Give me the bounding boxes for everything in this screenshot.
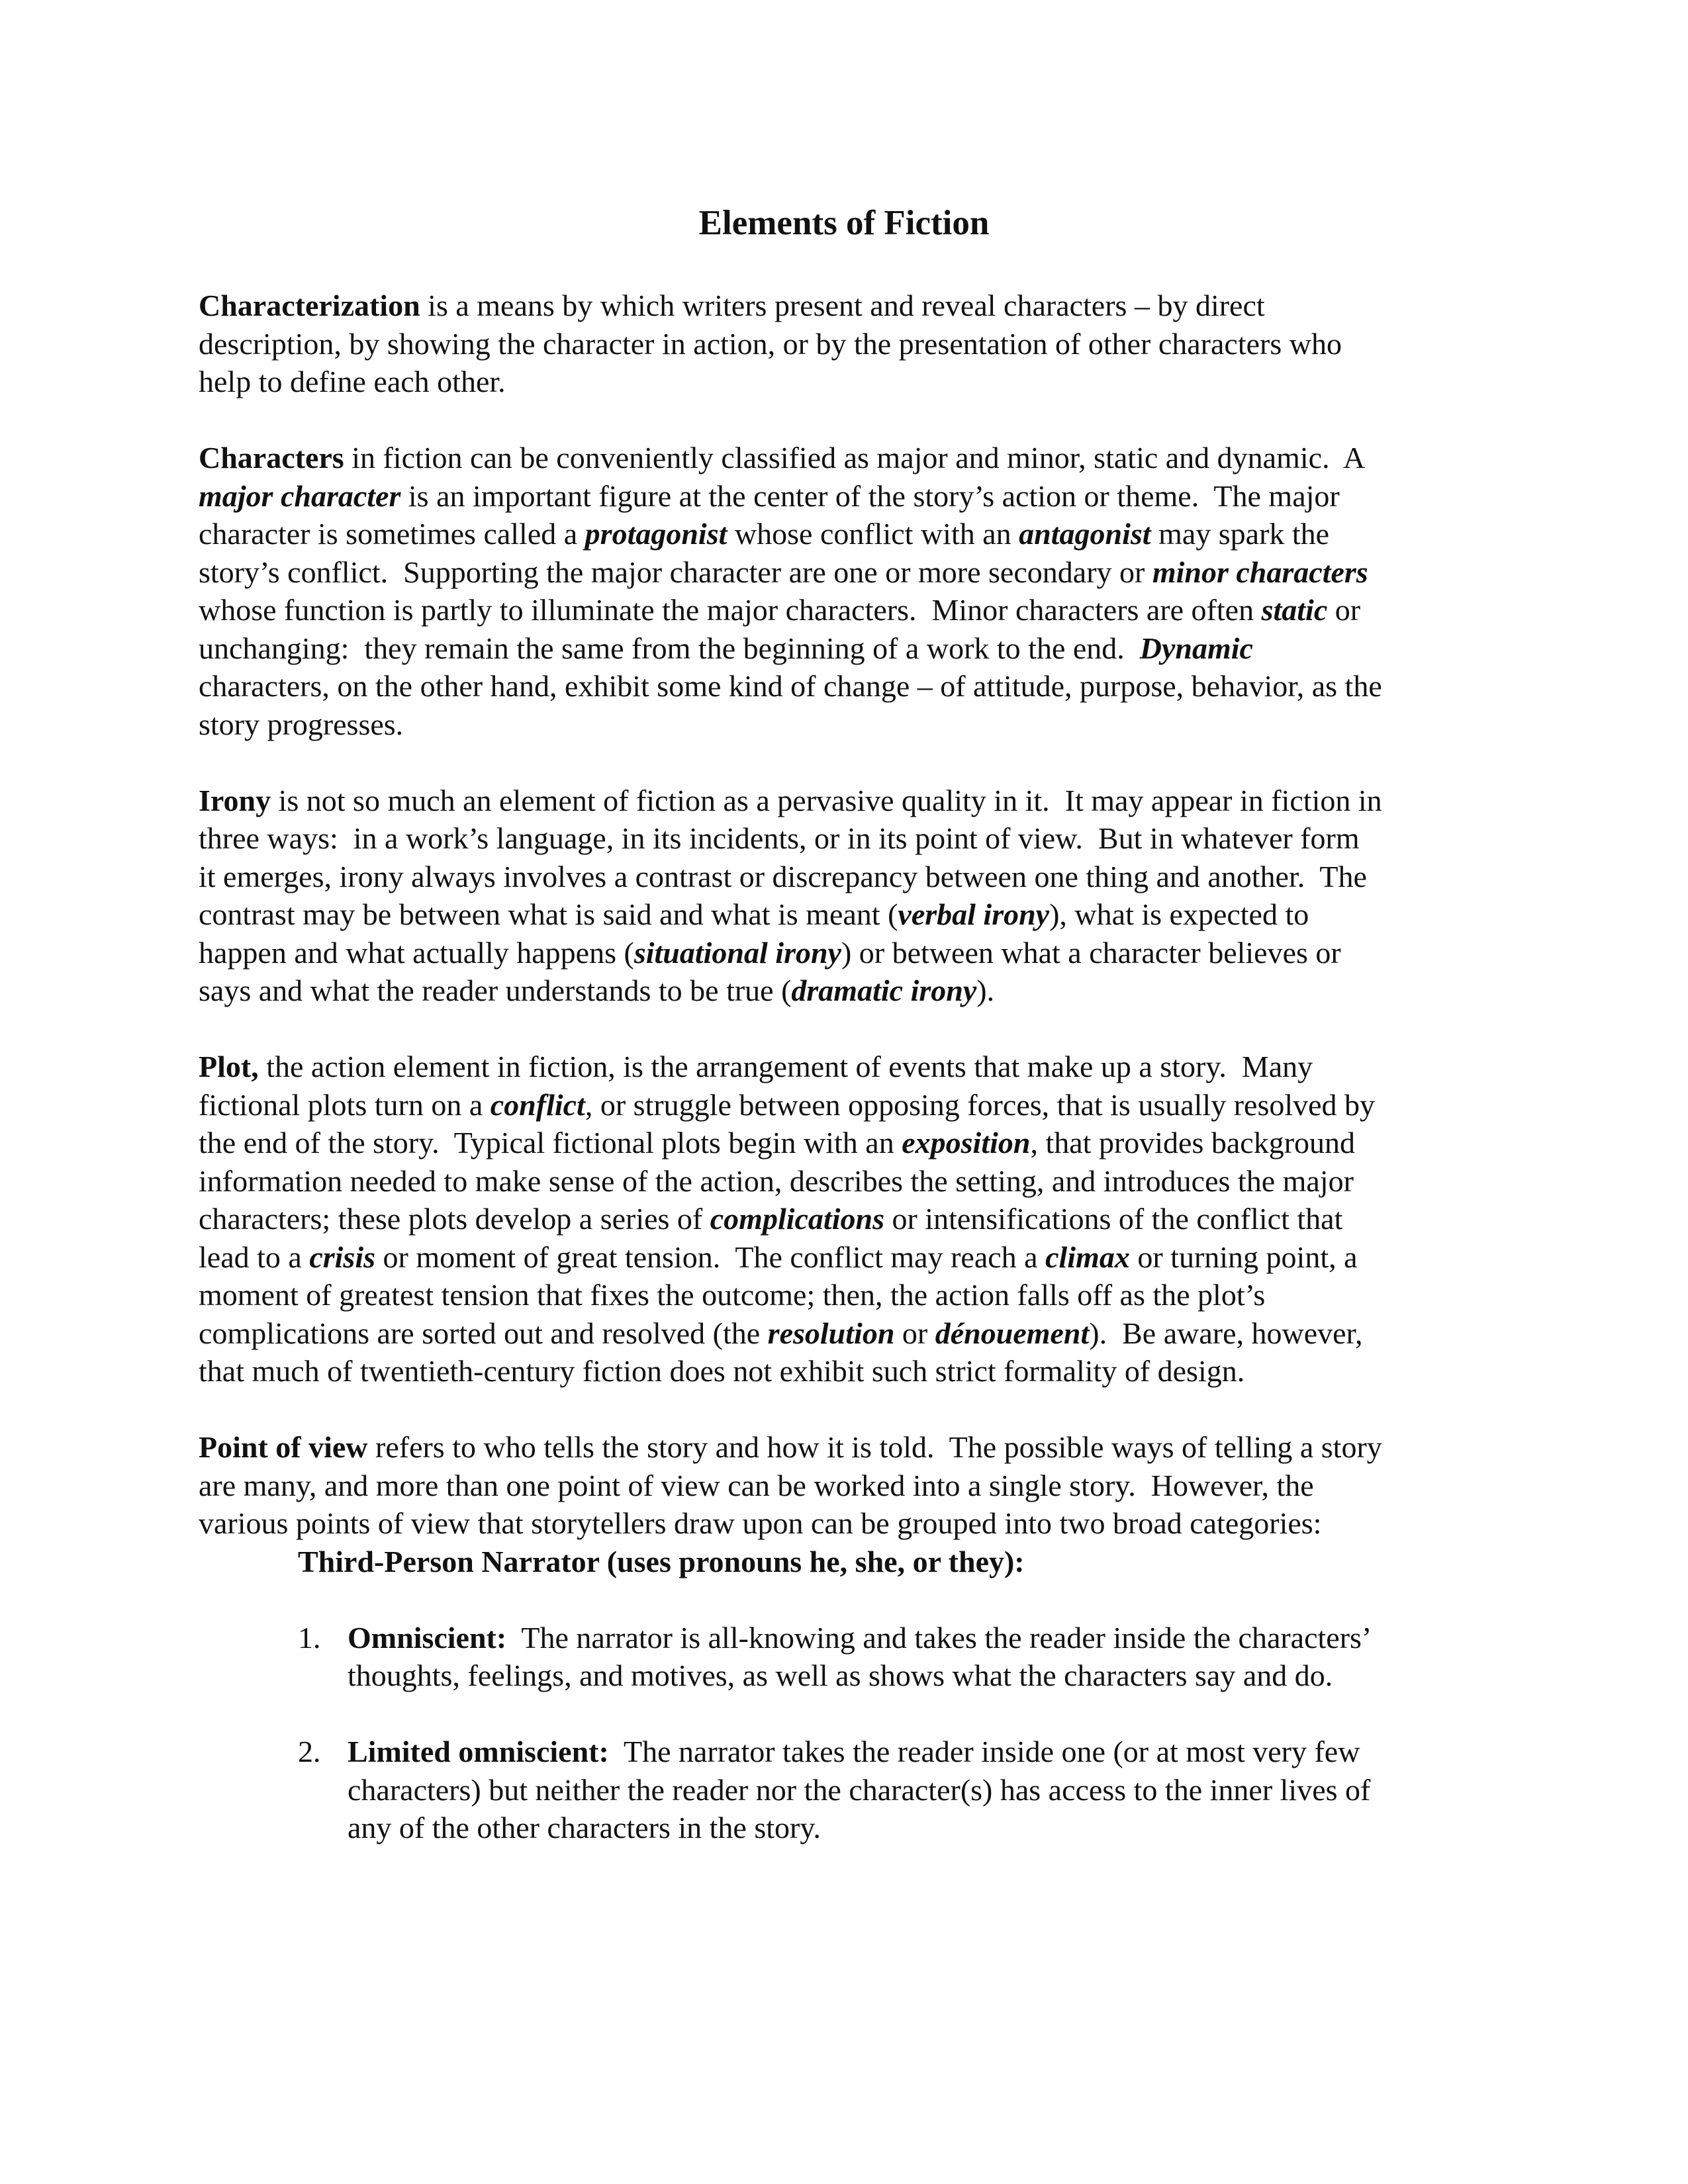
- paragraph: [199, 1428, 1489, 1543]
- emphasized-term: dénouement: [935, 1316, 1090, 1350]
- text-run: is an important figure at the center of the story’s action or theme. The major: [400, 478, 1340, 513]
- text-run: characters) but neither the reader nor the character(s) has access to the inner lives of: [348, 1772, 1371, 1807]
- text-line: [199, 1124, 1489, 1162]
- text-run: or: [1327, 593, 1361, 627]
- emphasized-term: Irony: [199, 783, 271, 817]
- text-line: [199, 667, 1489, 705]
- emphasized-term: Characters: [199, 441, 344, 475]
- text-line: [199, 1276, 1489, 1314]
- text-run: whose conflict with an: [727, 517, 1019, 551]
- text-line: [199, 972, 1489, 1010]
- text-run: the end of the story. Typical fictional plots begin with an: [199, 1126, 902, 1160]
- text-line: [348, 1733, 1489, 1771]
- list-item: [199, 1733, 1489, 1847]
- emphasized-term: situational irony: [633, 935, 841, 970]
- text-run: it emerges, irony always involves a contrast or discrepancy between one thing and another. The: [199, 859, 1367, 893]
- text-line: [199, 895, 1489, 934]
- text-run: various points of view that storytellers draw upon can be grouped into two broad categories:: [199, 1506, 1322, 1540]
- text-run: story progresses.: [199, 707, 404, 741]
- section-subheading: Third-Person Narrator (uses pronouns he, she, or they):: [298, 1544, 1025, 1578]
- text-run: lead to a: [199, 1240, 310, 1274]
- text-run: says and what the reader understands to be true (: [199, 974, 792, 1007]
- text-line: [199, 819, 1489, 858]
- text-line: [199, 1238, 1489, 1277]
- text-run: unchanging: they remain the same from the beginning of a work to the end.: [199, 631, 1140, 665]
- text-line: [199, 1467, 1489, 1505]
- text-run: , that provides background: [1030, 1126, 1356, 1160]
- text-run: help to define each other.: [199, 365, 506, 398]
- emphasized-term: protagonist: [585, 517, 727, 551]
- emphasized-term: resolution: [767, 1316, 895, 1350]
- text-run: ).: [976, 974, 995, 1007]
- text-line: [199, 858, 1489, 896]
- emphasized-term: dramatic irony: [791, 974, 977, 1007]
- emphasized-term: Plot,: [199, 1050, 259, 1083]
- emphasized-term: crisis: [309, 1240, 375, 1274]
- text-line: [199, 1314, 1489, 1353]
- text-line: [348, 1809, 1489, 1847]
- text-run: that much of twentieth-century fiction does not exhibit such strict formality of design.: [199, 1354, 1245, 1388]
- emphasized-term: Dynamic: [1139, 631, 1253, 665]
- emphasized-term: minor characters: [1152, 555, 1368, 589]
- text-run: The narrator takes the reader inside one (or at most very few: [608, 1735, 1360, 1768]
- emphasized-term: Characterization: [199, 289, 420, 322]
- text-run: ) or between what a character believes or: [841, 935, 1341, 970]
- text-line: [199, 1428, 1489, 1467]
- emphasized-term: static: [1261, 593, 1328, 627]
- text-run: ). Be aware, however,: [1089, 1316, 1363, 1350]
- text-line: [199, 705, 1489, 744]
- text-line: [199, 287, 1489, 325]
- document-body: [199, 287, 1489, 1847]
- text-line: [199, 1200, 1489, 1238]
- paragraph: [199, 782, 1489, 1010]
- text-line: [199, 1352, 1489, 1390]
- text-run: is not so much an element of fiction as a pervasive quality in it. It may appear in fiction in: [271, 783, 1382, 817]
- text-run: character is sometimes called a: [199, 517, 585, 551]
- text-run: any of the other characters in the story.: [348, 1811, 821, 1844]
- emphasized-term: Point of view: [199, 1430, 368, 1464]
- text-line: [348, 1657, 1489, 1695]
- emphasized-term: conflict: [490, 1087, 585, 1122]
- emphasized-term: major character: [199, 478, 401, 513]
- text-run: characters, on the other hand, exhibit some kind of change – of attitude, purpose, behavior, as the: [199, 669, 1382, 703]
- paragraph: [199, 287, 1489, 401]
- page-title: Elements of Fiction: [698, 204, 990, 242]
- text-line: [199, 325, 1489, 363]
- text-run: or: [894, 1316, 935, 1350]
- text-line: [199, 515, 1489, 553]
- emphasized-term: exposition: [902, 1126, 1031, 1160]
- emphasized-term: antagonist: [1019, 517, 1151, 551]
- text-run: story’s conflict. Supporting the major character are one or more secondary or: [199, 555, 1152, 589]
- text-run: or moment of great tension. The conflict may reach a: [375, 1240, 1046, 1274]
- paragraph: [199, 1048, 1489, 1390]
- text-line: [348, 1619, 1489, 1657]
- text-line: [199, 553, 1489, 592]
- text-line: [199, 477, 1489, 516]
- text-run: may spark the: [1150, 517, 1330, 551]
- text-run: is a means by which writers present and reveal characters – by direct: [420, 289, 1265, 322]
- text-run: in fiction can be conveniently classified as major and minor, static and dynamic. A: [344, 441, 1366, 475]
- text-run: complications are sorted out and resolved (the: [199, 1316, 768, 1350]
- text-run: The narrator is all-knowing and takes the reader inside the characters’: [506, 1620, 1372, 1655]
- text-line: [199, 1086, 1489, 1124]
- text-run: three ways: in a work’s language, in its incidents, or in its point of view. But in whatever form: [199, 821, 1360, 855]
- emphasized-term: climax: [1045, 1240, 1130, 1274]
- text-line: [199, 363, 1489, 401]
- text-run: , or struggle between opposing forces, that is usually resolved by: [585, 1087, 1376, 1122]
- text-run: moment of greatest tension that fixes the outcome; then, the action falls off as the plot’s: [199, 1278, 1266, 1312]
- numbered-list: [199, 1619, 1489, 1847]
- text-line: [348, 1771, 1489, 1809]
- text-run: characters; these plots develop a series of: [199, 1202, 710, 1236]
- emphasized-term: verbal irony: [898, 897, 1050, 931]
- text-line: [199, 1048, 1489, 1086]
- text-run: refers to who tells the story and how it is told. The possible ways of telling a story: [367, 1430, 1382, 1464]
- text-run: or intensifications of the conflict that: [884, 1202, 1343, 1236]
- paragraphs: [199, 287, 1489, 1543]
- text-run: information needed to make sense of the action, describes the setting, and introduces the major: [199, 1163, 1354, 1198]
- emphasized-term: Omniscient:: [348, 1620, 507, 1655]
- text-run: the action element in fiction, is the arrangement of events that make up a story. Many: [258, 1050, 1313, 1083]
- text-run: ), what is expected to: [1049, 897, 1309, 931]
- text-line: [199, 591, 1489, 629]
- emphasized-term: Limited omniscient:: [348, 1735, 609, 1768]
- text-run: thoughts, feelings, and motives, as well as shows what the characters say and do.: [348, 1659, 1333, 1692]
- paragraph: [199, 439, 1489, 743]
- text-line: [199, 934, 1489, 972]
- text-line: [199, 782, 1489, 820]
- list-item: [199, 1619, 1489, 1695]
- text-line: [199, 1162, 1489, 1201]
- text-run: fictional plots turn on a: [199, 1087, 491, 1122]
- text-run: description, by showing the character in action, or by the presentation of other characters who: [199, 326, 1342, 361]
- text-line: [199, 439, 1489, 477]
- text-run: contrast may be between what is said and what is meant (: [199, 897, 898, 931]
- list-number: 1.: [298, 1620, 321, 1655]
- text-run: or turning point, a: [1129, 1240, 1358, 1274]
- emphasized-term: complications: [710, 1202, 884, 1236]
- list-number: 2.: [298, 1735, 321, 1768]
- text-line: [199, 629, 1489, 668]
- text-run: are many, and more than one point of view can be worked into a single story. However, the: [199, 1468, 1314, 1502]
- text-run: happen and what actually happens (: [199, 935, 634, 970]
- text-line: [199, 1504, 1489, 1543]
- text-run: whose function is partly to illuminate the major characters. Minor characters are often: [199, 593, 1262, 627]
